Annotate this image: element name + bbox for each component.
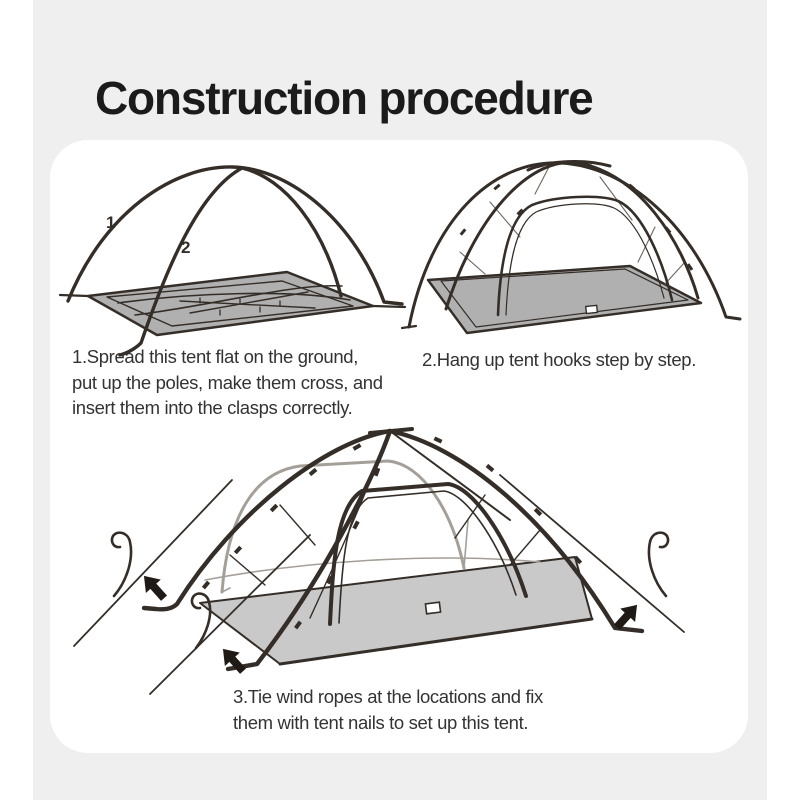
step2-tent-hooks-illustration [400,132,745,347]
pole-label-1: 1 [106,213,116,232]
step1-caption [72,344,383,421]
step1-caption-line: insert them into the clasps correctly. [72,397,353,418]
ground-sheet [200,557,592,664]
step1-caption-line: 1.Spread this tent flat on the ground, [72,346,358,367]
step1-caption-line: put up the poles, make them cross, and [72,371,383,393]
page-title: Construction procedure [95,71,593,124]
pole-label-2: 2 [181,238,191,257]
ground-sheet [428,266,701,333]
step3-caption-line: them with tent nails to set up this tent. [233,712,529,733]
step2-caption [422,347,696,373]
step3-caption-line: 3.Tie wind ropes at the locations and fix [233,686,543,707]
step3-caption [233,684,543,736]
step3-tent-ropes-illustration [70,420,730,710]
ground-sheet [60,272,405,335]
crossed-poles [68,167,402,355]
step1-tent-flat-illustration [60,150,420,355]
step2-caption-line: 2.Hang up tent hooks step by step. [422,349,697,370]
